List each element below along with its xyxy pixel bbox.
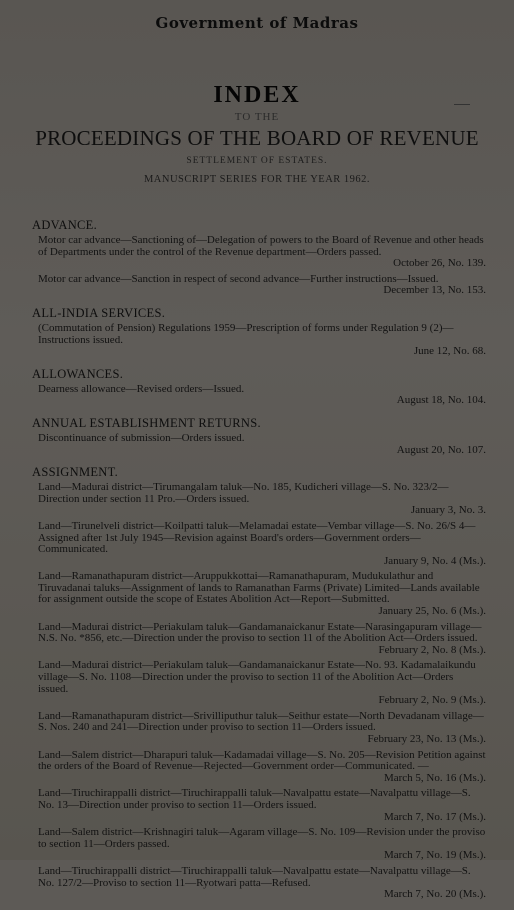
entry-date: August 20, No. 107. (396, 443, 486, 456)
index-entry (38, 660, 486, 706)
index-section (0, 416, 514, 465)
entry-date: March 7, No. 19 (Ms.). (383, 849, 486, 862)
entry-date: January 9, No. 4 (Ms.). (383, 554, 486, 567)
entry-text: (Commutation of Pension) Regulations 1959—Prescription of forms under Regulation 9 (2)—Instructions issued. (38, 321, 454, 346)
index-entry (38, 866, 486, 901)
entry-text: Land—Salem district—Krishnagiri taluk—Agaram village—S. No. 109—Revision under the proviso to section 11—Orders passed. (38, 826, 486, 850)
index-entry (38, 235, 486, 270)
entry-date: March 7, No. 20 (Ms.). (383, 888, 486, 901)
entry-date: October 26, No. 139. (393, 257, 486, 270)
entry-text: Land—Ramanathapuram district—Aruppukkottai—Ramanathapuram, Mudukulathur and Tiruvadanai taluks—Assignment of lands to Ramanathan Farms (Private) Limited—Lands available for assignment outside the scope of Estates Abolition Act—Report—Submitted. (38, 570, 480, 606)
government-title: Government of Madras (155, 14, 359, 32)
index-content (0, 218, 514, 910)
index-entry (38, 521, 486, 567)
section-heading: ADVANCE. (32, 218, 98, 232)
entry-date: March 7, No. 17 (Ms.). (383, 810, 486, 823)
section-heading: ALLOWANCES. (32, 366, 124, 381)
section-gap (0, 905, 514, 910)
index-section (0, 218, 514, 306)
index-section (0, 465, 514, 910)
entry-date: March 5, No. 16 (Ms.). (383, 771, 486, 784)
index-entry (38, 788, 486, 823)
index-entry (38, 571, 486, 617)
entry-text: Land—Tiruchirappalli district—Tiruchirappalli taluk—Navalpattu estate—Navalpattu village—S. No. 127/2—Proviso to section 11—Ryotwari patta—Refused. (38, 864, 471, 889)
index-entry (38, 323, 486, 358)
entry-text: Land—Salem district—Dharapuri taluk—Kadamadai village—S. No. 205—Revision Petition against the orders of the Board of Revenue—Rejected—Government order—Communicated. — (38, 748, 486, 773)
entry-date: January 25, No. 6 (Ms.). (378, 605, 486, 618)
index-entry (38, 384, 486, 407)
entry-date: February 23, No. 13 (Ms.). (367, 733, 486, 745)
entry-date: February 2, No. 8 (Ms.). (378, 643, 486, 656)
index-entry (38, 711, 486, 746)
entry-text: Dearness allowance—Revised orders—Issued. (38, 382, 245, 395)
section-heading: ANNUAL ESTABLISHMENT RETURNS. (32, 415, 261, 430)
index-section (0, 306, 514, 367)
entry-date: June 12, No. 68. (413, 345, 486, 358)
entry-date: February 2, No. 9 (Ms.). (378, 694, 486, 707)
settlement-subtitle: SETTLEMENT OF ESTATES. (186, 156, 328, 166)
index-entry (38, 750, 486, 785)
entry-text: Land—Madurai district—Periakulam taluk—Gandamanaickanur Estate—No. 93. Kadamalaikundu village—S. No. 1108—Direction under the proviso to section 11 of the Abolition Act—Orders issued. (38, 659, 476, 695)
index-section (0, 367, 514, 416)
manuscript-subtitle: MANUSCRIPT SERIES FOR THE YEAR 1962. (143, 174, 371, 185)
entry-text: Land—Tirunelveli district—Koilpatti taluk—Melamadai estate—Vembar village—S. No. 26/S 4—Assigned after 1st July 1945—Revision against Board's orders—Government orders—Communicated. (38, 519, 476, 556)
decorative-rule (454, 104, 470, 105)
index-title: INDEX (213, 82, 301, 108)
entry-text: Discontinuance of submission—Orders issued. (38, 431, 245, 444)
entry-text: Motor car advance—Sanction in respect of second advance—Further instructions—Issued. (38, 272, 439, 285)
proceedings-title: PROCEEDINGS OF THE BOARD OF REVENUE (35, 126, 479, 150)
to-the-line: TO THE (234, 111, 280, 123)
entry-text: Land—Madurai district—Tirumangalam taluk—No. 185, Kudicheri village—S. No. 323/2—Direction under section 11 Pro.—Orders issued. (38, 481, 449, 505)
entry-date: January 3, No. 3. (410, 504, 486, 517)
entry-text: Land—Tiruchirappalli district—Tiruchirappalli taluk—Navalpattu estate—Navalpattu village—S. No. 13—Direction under proviso to section 11—Orders issued. (38, 787, 471, 811)
index-entry (38, 274, 486, 297)
section-heading: ASSIGNMENT. (32, 465, 119, 480)
index-entry (38, 433, 486, 456)
index-entry (38, 827, 486, 862)
index-entry (38, 622, 486, 657)
entry-date: December 13, No. 153. (383, 284, 486, 297)
entry-text: Motor car advance—Sanctioning of—Delegation of powers to the Board of Revenue and other heads of Departments under the control of the Revenue department—Orders passed. (38, 234, 484, 258)
section-heading: ALL-INDIA SERVICES. (32, 305, 166, 320)
index-entry (38, 482, 486, 517)
entry-text: Land—Madurai district—Periakulam taluk—Gandamanaickanur Estate—Narasingapuram village—N.S. No. *856, etc.—Direction under the proviso to section 11 of the Abolition Act—Orders issued. (38, 620, 482, 645)
entry-text: Land—Ramanathapuram district—Srivilliputhur taluk—Seithur estate—North Devadanam village—S. Nos. 240 and 241—Direction under proviso to section 11—Orders issued. (38, 709, 484, 734)
entry-date: August 18, No. 104. (396, 394, 486, 407)
